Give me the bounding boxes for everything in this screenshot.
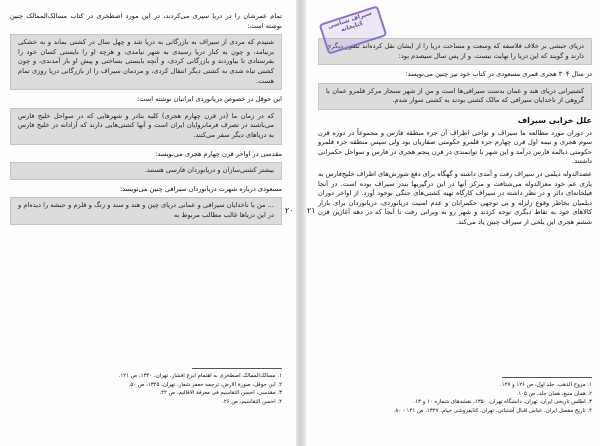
quote-box-ibn-hawqal: که در زمان ما (در قرن چهارم هجری) کلیه بنادر و شهرهایی که در سواحل خلیج فارس می‌باشند در تصرف فرمانروایان ایران است و آنها کشتی‌هایی دارند که آزادانه در خلیج فارس به دریاهای دیگر سفر می‌کنند. xyxy=(10,108,282,145)
quote-box-habashi-sea: دریای حبشی بر خلاف فلاسفه که وسعت و مساحت دریا را از ایشان نقل کرده‌اند تصور دیگری دارند و گویند که این دریا را نهایت نیست. و از پس سال سیصدم بود: xyxy=(318,38,592,65)
library-stamp: سیراف شناسی کتابخانه xyxy=(319,5,388,55)
left-intro-paragraph: تمام عمرشان را در دریا سپری می‌کردند، در این مورد اصطخری در کتاب مسالک‌الممالک چنین نوشته است: xyxy=(10,12,282,30)
footnotes-left xyxy=(10,368,282,406)
right-paragraph-masudi: در سال ۳۰۴ هجری قمری مسعودی در کتاب خود نیز چنین می‌نویسد: xyxy=(405,70,592,79)
quote-box-moqaddasi: بیشتر کشتی‌سازان و دریانوردان فارسی هستند. xyxy=(10,162,282,180)
footnote: ۴. تاریخ مفصل ایران، عباس اقبال آشتیانی، تهران، کتابفروشی خیام، ۱۳۴۷، ص ۱۴۱ - ۸۰. xyxy=(393,407,592,414)
right-paragraph-region: در دوران مورد مطالعه ما سیراف و نواحی اطراف آن جزء منطقه فارس و مجموعاً در دوره قرن سوم هجری و نیمه اول قرن چهارم جزء قلمرو حکومتی صفاریان بود ولی سپس منطقه جزء قلمرو حکومتی دیالمه فارس درآمد و این شهر با توانمندی در قرن پنجم هجری در فارس و سواحل حکمرانی داشتند. xyxy=(318,128,592,166)
quote-box-masudi: ... من با ناخدایان سیرافی و عمانی دریای چین و هند و سند و زنگ و قلزم و حبشه را دیده‌ام و در این دریاها غالب مطالب مربوط به xyxy=(10,197,282,224)
footnote: ۴. احسن التقاسیم، ص ۲۶. xyxy=(222,398,282,405)
footnote: ۱. مروج الذهب، جلد اول، ص ۱۲۶ و ۱۲۷. xyxy=(499,382,592,388)
left-paragraph-moqaddasi: مقدسی در اواخر قرن چهارم هجری می‌نویسد: xyxy=(155,149,282,158)
left-paragraph-masudi: مسعودی درباره شهرت دریانوردان سیرافی چنین می‌نویسد: xyxy=(119,184,282,193)
footnote: ۳. مقدسی، احسن التقاسیم فی معرفة الاقالیم، ص ۴۴. xyxy=(159,390,282,396)
footnote-rule xyxy=(502,377,592,378)
page-number-right: ۲۱ xyxy=(307,206,316,215)
page-number-left: ۲۰ xyxy=(285,206,294,215)
footnote: ۳. اطلس تاریخی ایران، تهران، دانشگاه تهران، ۱۳۵۰، نقشه‌های شماره ۱۰ و ۱۳. xyxy=(413,399,592,405)
footnote: ۲. ابن حوقل، صورة الارض، ترجمه جعفر شعار، تهران، ۱۳۴۵، ص ۵۰. xyxy=(128,381,282,388)
left-paragraph-ibn-hawqal: ابن حوقل در خصوص دریانوردی ایرانیان نوشته است: xyxy=(137,95,282,104)
footnote: ۲. همان منبع، همان جلد، ص ۱۰۵. xyxy=(516,390,592,397)
quote-box-estakhri: شنیدم که مردی از سیراف به بازرگانی به دریا شد و چهل سال در کشتی بماند و به خشکی برنیامد، و چون به کنار دریا رسیدی به شهر نیامدی، و هرچه او را بایستی کسان خود را بفرستادی تا بیاوردند و بازرگانی کردی، و آنچه بایستی بساختی و پیش او باز آمدندی، و چون کشتی تباه شدی به کشتی دیگر انتقال کردی، و مردمان سیراف را از بازرگانی دریا روزی تمام هست. xyxy=(10,34,282,90)
section-heading: علل خرابی سیراف xyxy=(517,115,592,125)
footnote-rule xyxy=(192,368,282,369)
footnotes-right xyxy=(318,377,592,415)
footnote: ۱. مسالک‌الممالک اصطخری به اهتمام ایرج افشار، تهران، ۱۳۴۰، ص ۱۲۱. xyxy=(118,373,282,379)
left-page xyxy=(10,12,282,230)
quote-box-siraf-shipping: کشتیرانی دریای هند و عمان بدست سیرافی‌ها است و من از شهر سنجار مرکز قلمرو عمان با گروهی از ناخدایان سیرافی که مالک کشتی بودند به کشتی سوار شدم. xyxy=(318,83,592,110)
right-paragraph-azod-dowleh: عضدالدوله دیلمی در سیراف رفت و آمدی داشته و گهگاه برای دفع شورش‌های اطراف خلیج‌فارس به یاری عم خود معزالدوله می‌شتافت و مرکز آنها در این درگیریها بندر سیراف بوده است. در آنجا فیلخانه‌ای دائر و در نظر داشته در سیراف کارگاه تهیه کشتی‌های جنگی بوجود آورد. از اواخر دوران دیلمیان بخاطر وقوع زلزله و بی توجهی حکمرانان و عدم امنیت دریانوردی، دریانوردان برای بازار کالاهای خود به نقاط دیگری توجه کردند و شهر رو به ویرانی رفت تا آنجا که در دهه آغازین قرن ششم هجری این بلخی از سیراف چنین یاد می‌کند. xyxy=(318,169,592,226)
book-gutter xyxy=(296,0,306,446)
